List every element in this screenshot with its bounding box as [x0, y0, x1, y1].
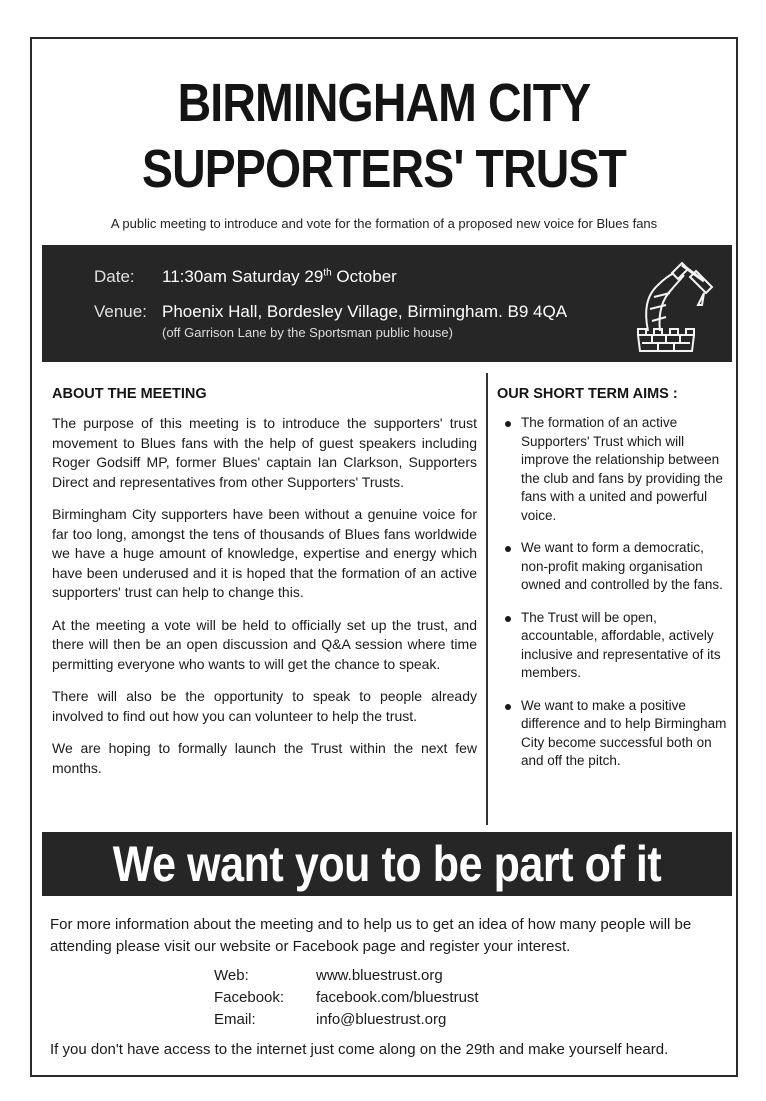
about-paragraph: There will also be the opportunity to speak to people already involved to find out how you can volunteer to help the trust. — [52, 688, 477, 724]
aims-list-item — [497, 697, 729, 771]
bullet-icon — [505, 704, 511, 710]
bullet-icon — [505, 616, 511, 622]
contact-label: Web: — [214, 967, 249, 984]
about-paragraph: The purpose of this meeting is to introduce the supporters' trust movement to Blues fans with the help of guest speakers including Roger Godsiff MP, former Blues' captain Ian Clarkson, Supporters Direct and representatives from other Supporters' Trusts. — [52, 415, 477, 490]
aims-heading: OUR SHORT TERM AIMS : — [497, 386, 678, 402]
hammer-arm-crest-icon — [626, 251, 716, 355]
date-time: 11:30am Saturday 29 — [162, 267, 324, 286]
bullet-icon — [505, 421, 511, 427]
venue-note: (off Garrison Lane by the Sportsman public house) — [162, 325, 453, 340]
aim-text: The formation of an active Supporters' Trust which will improve the relationship between the club and fans by providing the fans with a united and powerful voice. — [521, 415, 723, 523]
footer-text: If you don't have access to the internet just come along on the 29th and make yourself heard. — [50, 1041, 669, 1058]
facebook-link[interactable]: facebook.com/bluestrust — [316, 989, 479, 1006]
title-line-2: SUPPORTERS' TRUST — [141, 139, 627, 199]
about-heading: ABOUT THE MEETING — [52, 386, 207, 402]
aims-list — [497, 414, 729, 771]
aim-text: The Trust will be open, accountable, affordable, actively inclusive and representative of its members. — [521, 609, 721, 680]
page-title — [80, 70, 689, 202]
column-divider — [486, 373, 488, 825]
date-label: Date: — [94, 267, 135, 286]
venue-label: Venue: — [94, 302, 147, 321]
about-section — [52, 386, 477, 791]
date-ordinal: th — [323, 267, 332, 279]
aims-list-item — [497, 539, 729, 595]
date-month: October — [331, 267, 397, 286]
date-value — [162, 267, 397, 287]
event-details-box — [42, 245, 732, 362]
email-link[interactable]: info@bluestrust.org — [316, 1011, 447, 1028]
title-line-1: BIRMINGHAM CITY — [177, 73, 591, 133]
venue-value: Phoenix Hall, Bordesley Village, Birmingham. B9 4QA — [162, 302, 568, 321]
about-paragraph: We are hoping to formally launch the Trust within the next few months. — [52, 740, 477, 776]
aims-list-item — [497, 414, 729, 525]
about-paragraph: At the meeting a vote will be held to officially set up the trust, and there will then be an open discussion and Q&A session where time permitting everyone who wants to will get the chance to speak. — [52, 616, 477, 672]
aim-text: We want to make a positive difference and to help Birmingham City become successful both on and off the pitch. — [521, 697, 727, 768]
call-to-action-banner — [42, 832, 732, 896]
page-subtitle: A public meeting to introduce and vote for the formation of a proposed new voice for Blues fans — [110, 216, 658, 231]
aim-text: We want to form a democratic, non-profit making organisation owned and controlled by the fans. — [521, 540, 723, 592]
web-link[interactable]: www.bluestrust.org — [316, 967, 443, 984]
bullet-icon — [505, 546, 511, 552]
aims-list-item — [497, 609, 729, 683]
banner-text: We want you to be part of it — [112, 836, 662, 892]
more-info-paragraph: For more information about the meeting and to help us to get an idea of how many people will be attending please visit our website or Facebook page and register your interest. — [50, 916, 692, 955]
about-paragraph: Birmingham City supporters have been without a genuine voice for far too long, amongst the tens of thousands of Blues fans worldwide we have a huge amount of knowledge, expertise and energy which have been underused and it is hoped that the formation of an active supporters' trust can help to change this. — [52, 506, 477, 600]
aims-section — [497, 386, 729, 785]
contact-label: Email: — [214, 1011, 256, 1028]
contact-label: Facebook: — [214, 989, 285, 1006]
